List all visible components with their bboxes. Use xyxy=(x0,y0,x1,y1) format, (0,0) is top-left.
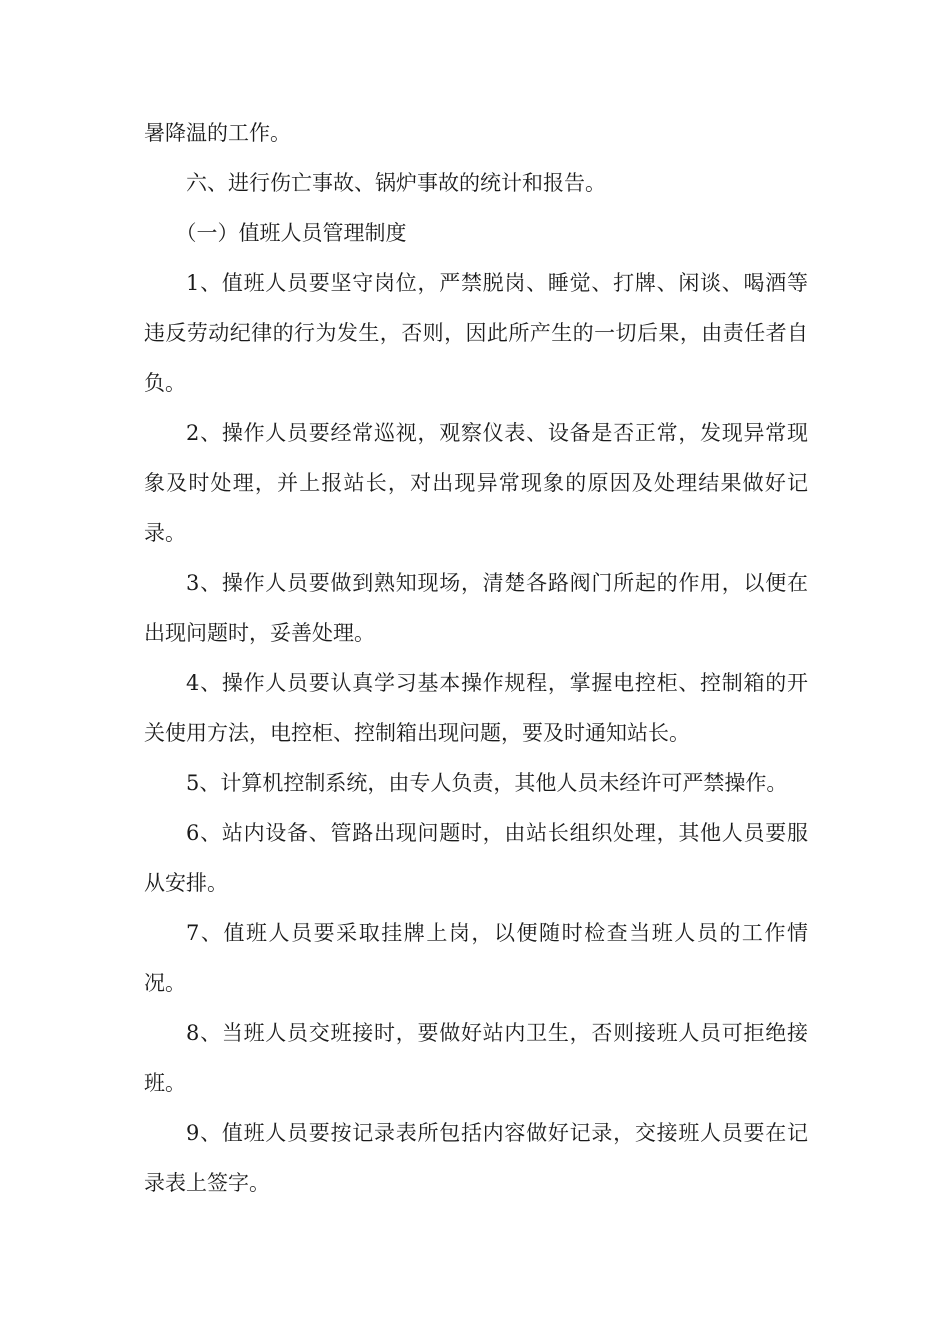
paragraph-item-3: 3、操作人员要做到熟知现场，清楚各路阀门所起的作用，以便在出现问题时，妥善处理。 xyxy=(144,571,808,645)
paragraph-item-2: 2、操作人员要经常巡视，观察仪表、设备是否正常，发现异常现象及时处理，并上报站长，对出现异常现象的原因及处理结果做好记录。 xyxy=(144,421,808,545)
paragraph-continuation: 暑降温的工作。 xyxy=(144,121,291,145)
paragraph-item-4: 4、操作人员要认真学习基本操作规程，掌握电控柜、控制箱的开关使用方法，电控柜、控制箱出现问题，要及时通知站长。 xyxy=(144,671,808,745)
document-body xyxy=(144,108,808,1208)
section-heading: （一）值班人员管理制度 xyxy=(175,221,407,245)
paragraph-item-8: 8、当班人员交班接时，要做好站内卫生，否则接班人员可拒绝接班。 xyxy=(144,1021,808,1095)
paragraph-item-5: 5、计算机控制系统，由专人负责，其他人员未经许可严禁操作。 xyxy=(186,771,788,795)
paragraph-item-9: 9、值班人员要按记录表所包括内容做好记录，交接班人员要在记录表上签字。 xyxy=(144,1121,808,1195)
paragraph-item-7: 7、值班人员要采取挂牌上岗，以便随时检查当班人员的工作情况。 xyxy=(144,921,808,995)
paragraph-item-6: 6、站内设备、管路出现问题时，由站长组织处理，其他人员要服从安排。 xyxy=(144,821,808,895)
paragraph-item-1: 1、值班人员要坚守岗位，严禁脱岗、睡觉、打牌、闲谈、喝酒等违反劳动纪律的行为发生，否则，因此所产生的一切后果，由责任者自负。 xyxy=(144,271,808,395)
paragraph-section-six: 六、进行伤亡事故、锅炉事故的统计和报告。 xyxy=(186,171,606,195)
